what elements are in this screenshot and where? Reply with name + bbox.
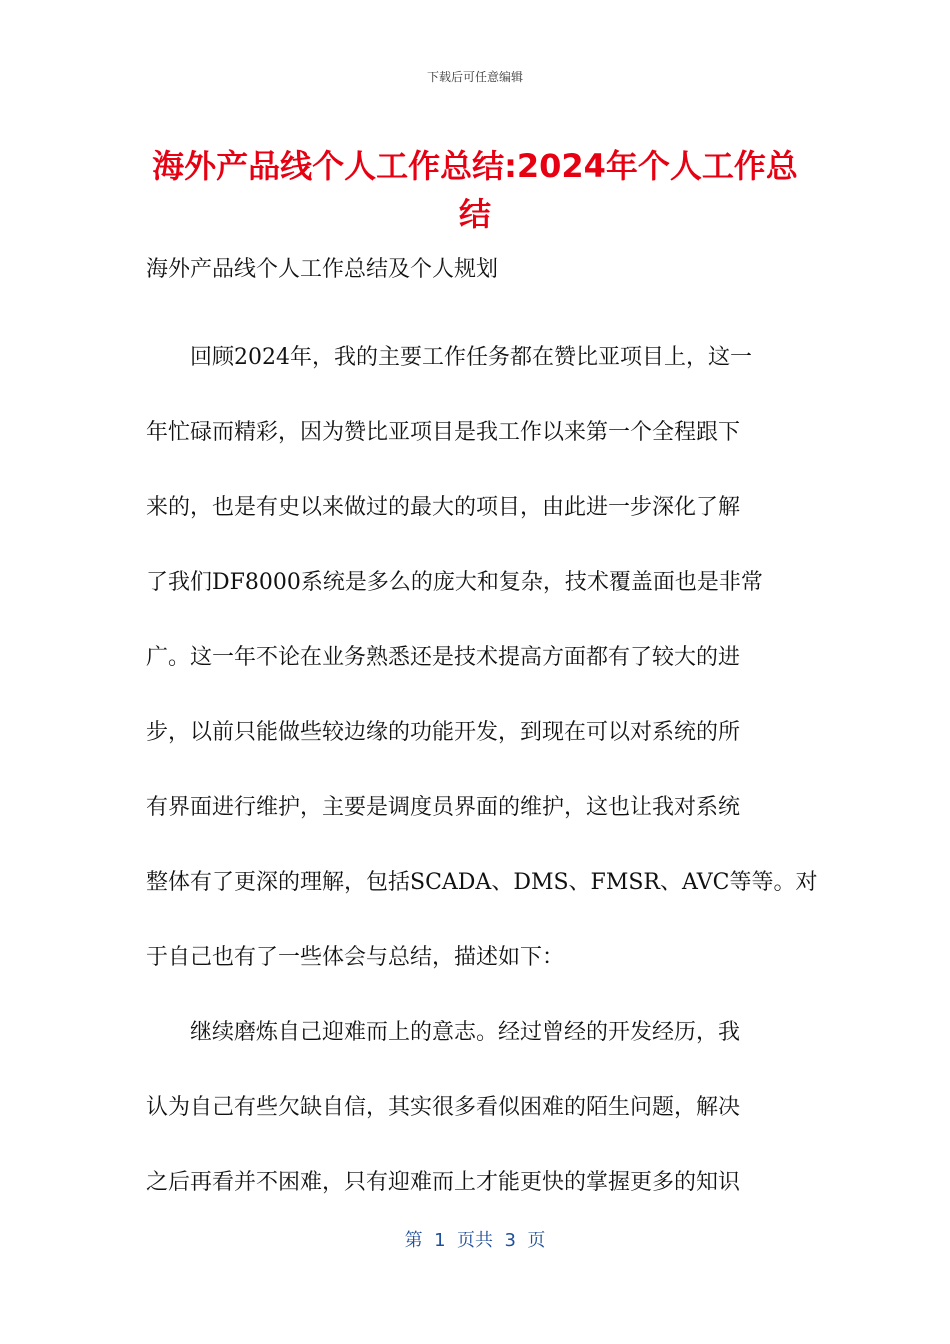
text-line: 了我们DF8000系统是多么的庞大和复杂，技术覆盖面也是非常 <box>146 570 763 595</box>
text-line: 回顾2024年，我的主要工作任务都在赞比亚项目上，这一 <box>190 345 752 370</box>
text-line: 于自己也有了一些体会与总结，描述如下： <box>146 945 565 970</box>
text-line: 年忙碌而精彩，因为赞比亚项目是我工作以来第一个全程跟下 <box>146 420 741 445</box>
document-body <box>146 320 818 1220</box>
text-line: 步，以前只能做些较边缘的功能开发，到现在可以对系统的所 <box>146 720 741 745</box>
text-line: 有界面进行维护，主要是调度员界面的维护，这也让我对系统 <box>146 795 741 820</box>
document-title: 海外产品线个人工作总结:2024年个人工作总结 <box>152 147 798 233</box>
text-line: 来的，也是有史以来做过的最大的项目，由此进一步深化了解 <box>146 495 741 520</box>
text-line: 广。这一年不论在业务熟悉还是技术提高方面都有了较大的进 <box>146 645 741 670</box>
document-subtitle: 海外产品线个人工作总结及个人规划 <box>146 257 499 282</box>
text-line: 认为自己有些欠缺自信，其实很多看似困难的陌生问题，解决 <box>146 1095 741 1120</box>
header-note: 下载后可任意编辑 <box>426 70 523 84</box>
paragraph-1 <box>146 320 818 995</box>
text-line: 之后再看并不困难，只有迎难而上才能更快的掌握更多的知识 <box>146 1170 741 1195</box>
text-line: 整体有了更深的理解，包括SCADA、DMS、FMSR、AVC等等。对 <box>146 870 818 895</box>
paragraph-2 <box>146 995 796 1220</box>
text-line: 继续磨炼自己迎难而上的意志。经过曾经的开发经历，我 <box>190 1020 741 1045</box>
page-footer: 第 1 页共 3 页 <box>404 1230 546 1251</box>
